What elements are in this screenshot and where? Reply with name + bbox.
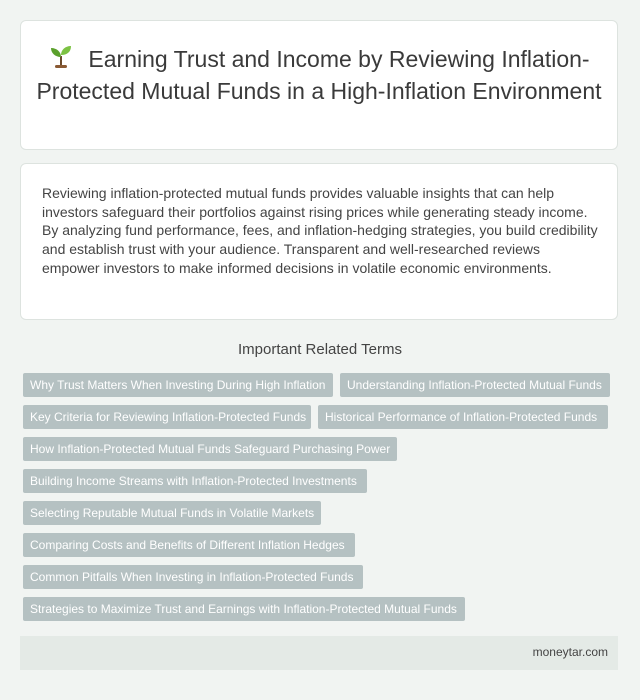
intro-card: [20, 163, 618, 320]
term-tag-2[interactable]: Understanding Inflation-Protected Mutual Funds: [340, 373, 610, 397]
term-tag-3[interactable]: Key Criteria for Reviewing Inflation-Protected Funds: [23, 405, 311, 429]
page-title-text: Earning Trust and Income by Reviewing Inflation-Protected Mutual Funds in a High-Inflation Environment: [36, 46, 602, 104]
site-name[interactable]: moneytar.com: [532, 645, 608, 659]
term-tag-1[interactable]: Why Trust Matters When Investing During High Inflation: [23, 373, 333, 397]
term-tag-9[interactable]: Common Pitfalls When Investing in Inflation-Protected Funds: [23, 565, 363, 589]
intro-paragraph: Reviewing inflation-protected mutual funds provides valuable insights that can help investors safeguard their portfolios against rising prices while generating steady income. By analyzing fund performance, fees, and inflation-hedging strategies, you build credibility and establish trust with your audience. Transparent and well-researched reviews empower investors to make informed decisions in volatile economic environments.: [42, 185, 598, 276]
term-tag-4[interactable]: Historical Performance of Inflation-Protected Funds: [318, 405, 608, 429]
term-tag-5[interactable]: How Inflation-Protected Mutual Funds Safeguard Purchasing Power: [23, 437, 397, 461]
term-tag-8[interactable]: Comparing Costs and Benefits of Different Inflation Hedges: [23, 533, 355, 557]
sprout-icon: [48, 43, 74, 76]
page-title: [21, 43, 617, 106]
term-tag-10[interactable]: Strategies to Maximize Trust and Earnings with Inflation-Protected Mutual Funds: [23, 597, 465, 621]
title-card: [20, 20, 618, 150]
term-tag-7[interactable]: Selecting Reputable Mutual Funds in Volatile Markets: [23, 501, 321, 525]
footer: [20, 636, 618, 670]
related-terms-heading: Important Related Terms: [238, 341, 402, 358]
term-tag-6[interactable]: Building Income Streams with Inflation-Protected Investments: [23, 469, 367, 493]
